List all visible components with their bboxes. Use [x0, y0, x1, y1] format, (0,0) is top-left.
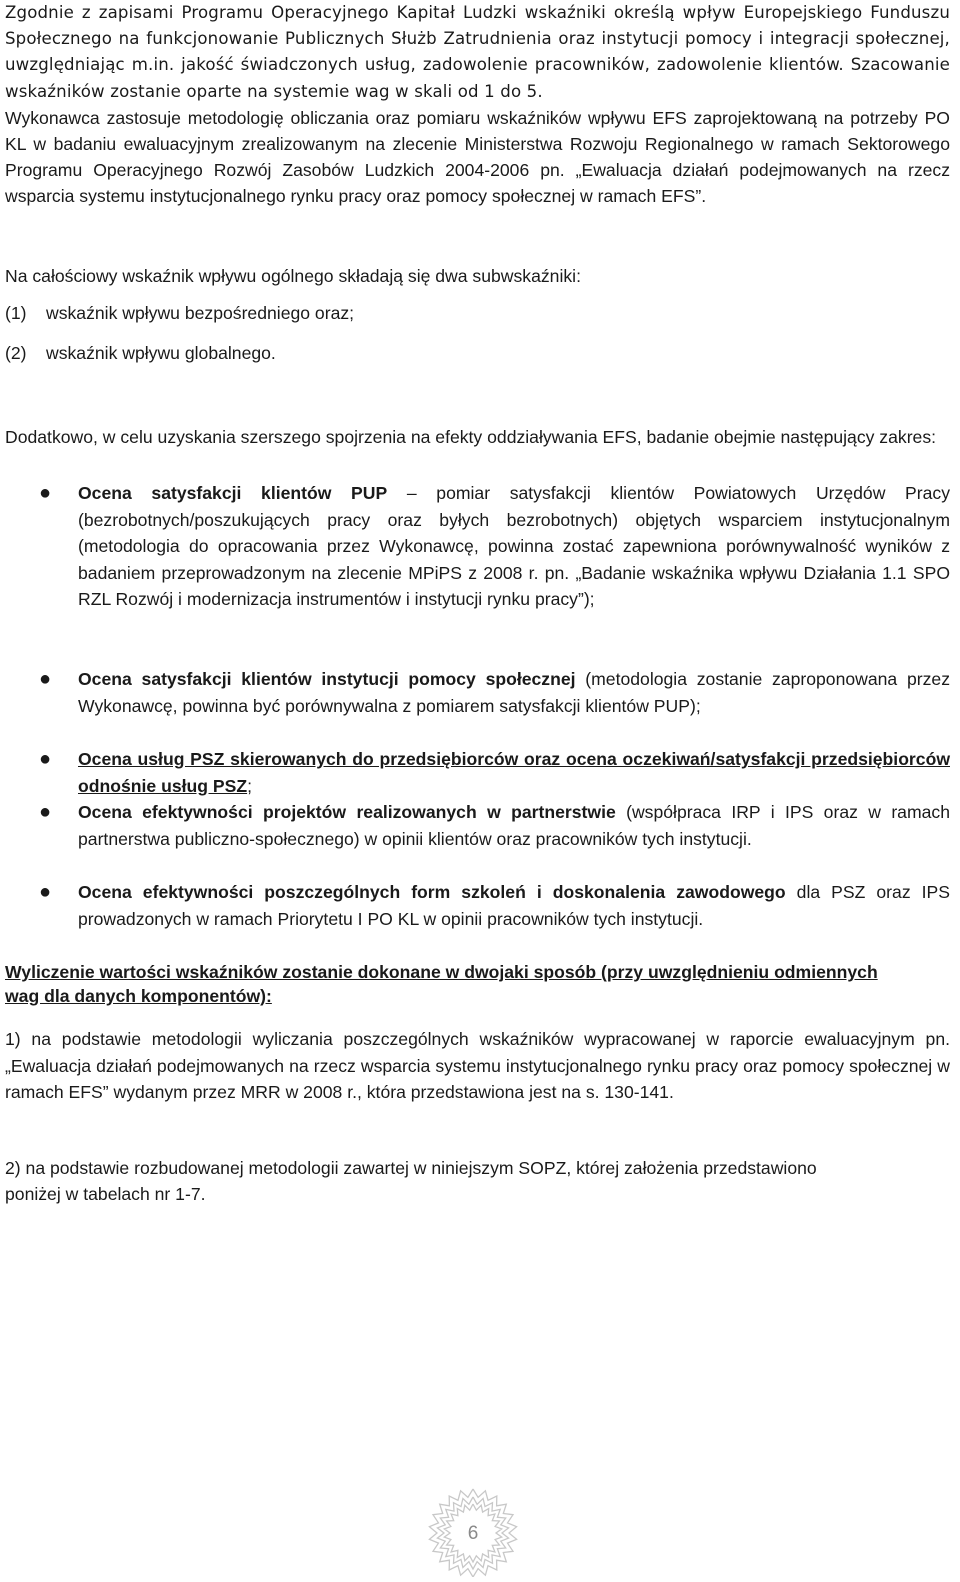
scope-item-title: Ocena efektywności projektów realizowanych w partnerstwie — [78, 802, 616, 822]
page-number: 6 — [467, 1523, 479, 1544]
scope-item — [5, 879, 950, 932]
scope-item-body: dla PSZ oraz IPS prowadzonych w ramach Priorytetu I PO KL w opinii pracowników tych instytucji. — [78, 882, 950, 929]
intro-paragraph — [5, 0, 950, 105]
scope-item — [5, 666, 950, 719]
scope-item-text — [78, 666, 950, 719]
scope-item-title: Ocena satysfakcji klientów instytucji pomocy społecznej — [78, 669, 576, 689]
calculation-heading: Wyliczenie wartości wskaźników zostanie dokonane w dwojaki sposób (przy uwzględnieniu odmiennych wag dla danych komponentów): — [5, 962, 878, 1006]
scope-item — [5, 480, 950, 613]
scope-item-body: ; — [247, 775, 252, 796]
bullet-icon: ● — [39, 801, 52, 823]
subindicator-number: (1) — [5, 303, 27, 323]
bullet-icon: ● — [39, 748, 52, 770]
subindicator-text: wskaźnik wpływu bezpośredniego oraz; — [46, 303, 355, 323]
bullet-icon: ● — [39, 482, 52, 504]
bullet-icon: ● — [39, 881, 52, 903]
scope-item-text — [78, 746, 950, 799]
intro-sentence-2: Szacowanie wskaźników zostanie oparte na systemie wag w skali od 1 do 5. — [5, 55, 950, 101]
methodology-paragraph: Wykonawca zastosuje metodologię obliczania oraz pomiaru wskaźników wpływu EFS zaprojektowaną na potrzeby PO KL w badaniu ewaluacyjnym zrealizowanym na zlecenie Ministerstwa Rozwoju Regionalnego w ramach Sektorowego Programu Operacyjnego Rozwój Zasobów Ludzkich 2004-2006 pn. „Ewaluacja działań podejmowanych na rzecz wsparcia systemu instytucjonalnego rynku pracy oraz pomocy społecznej w ramach EFS”. — [5, 108, 950, 206]
subindicator-item — [5, 340, 276, 366]
scope-item-title: Ocena satysfakcji klientów PUP — [78, 483, 388, 503]
calculation-method-1: 1) na podstawie metodologii wyliczania poszczególnych wskaźników wypracowanej w raporcie ewaluacyjnym pn. „Ewaluacja działań podejmowanych na rzecz wsparcia systemu instytucjonalnego rynku pracy oraz pomocy społecznej w ramach EFS” wydanym przez MRR w 2008 r., która przedstawiona jest na s. 130-141. — [5, 1029, 950, 1103]
scope-item — [5, 799, 950, 852]
total-indicator-intro: Na całościowy wskaźnik wpływu ogólnego składają się dwa subwskaźniki: — [5, 266, 581, 286]
scope-item-body: (metodologia zostanie zaproponowana przez Wykonawcę, powinna być porównywalna z pomiarem satysfakcji klientów PUP); — [78, 669, 950, 716]
subindicator-text: wskaźnik wpływu globalnego. — [46, 343, 276, 363]
scope-item-title: Ocena usług PSZ skierowanych do przedsiębiorców oraz ocena oczekiwań/satysfakcji przedsiębiorców odnośnie usług PSZ — [78, 749, 950, 796]
subindicator-number: (2) — [5, 343, 27, 363]
calculation-method-2: 2) na podstawie rozbudowanej metodologii zawartej w niniejszym SOPZ, której założenia przedstawiono poniżej w tabelach nr 1-7. — [5, 1158, 817, 1204]
intro-sentence-1: Zgodnie z zapisami Programu Operacyjnego Kapitał Ludzki wskaźniki określą wpływ Europejskiego Funduszu Społecznego na funkcjonowanie Publicznych Służb Zatrudnienia oraz instytucji pomocy i integracji społecznej, uwzględniając m.in. jakość świadczonych usług, zadowolenie pracowników, zadowolenie klientów. — [5, 3, 950, 75]
scope-item-body: (współpraca IRP i IPS oraz w ramach partnerstwa publiczno-społecznego) w opinii klientów oraz pracowników tych instytucji. — [78, 802, 950, 849]
scope-item-text — [78, 799, 950, 852]
scope-item-text — [78, 879, 950, 932]
scope-item — [5, 746, 950, 799]
additional-scope-intro: Dodatkowo, w celu uzyskania szerszego spojrzenia na efekty oddziaływania EFS, badanie obejmie następujący zakres: — [5, 427, 937, 447]
scope-item-body: – pomiar satysfakcji klientów Powiatowych Urzędów Pracy (bezrobotnych/poszukujących pracy oraz byłych bezrobotnych) objętych wsparciem instytucjonalnym (metodologia do opracowania przez Wykonawcę, powinna zostać zapewniona porównywalność wyników z badaniem przeprowadzonym na zlecenie MPiPS z 2008 r. pn. „Badanie wskaźnika wpływu Działania 1.1 SPO RZL Rozwój i modernizacja instrumentów i instytucji rynku pracy”); — [78, 483, 951, 610]
scope-item-title: Ocena efektywności poszczególnych form szkoleń i doskonalenia zawodowego — [78, 882, 786, 902]
subindicator-item — [5, 300, 354, 326]
bullet-icon: ● — [39, 668, 52, 690]
page-number-badge — [418, 1457, 528, 1577]
starburst-icon — [418, 1457, 528, 1577]
scope-item-text — [78, 480, 950, 613]
